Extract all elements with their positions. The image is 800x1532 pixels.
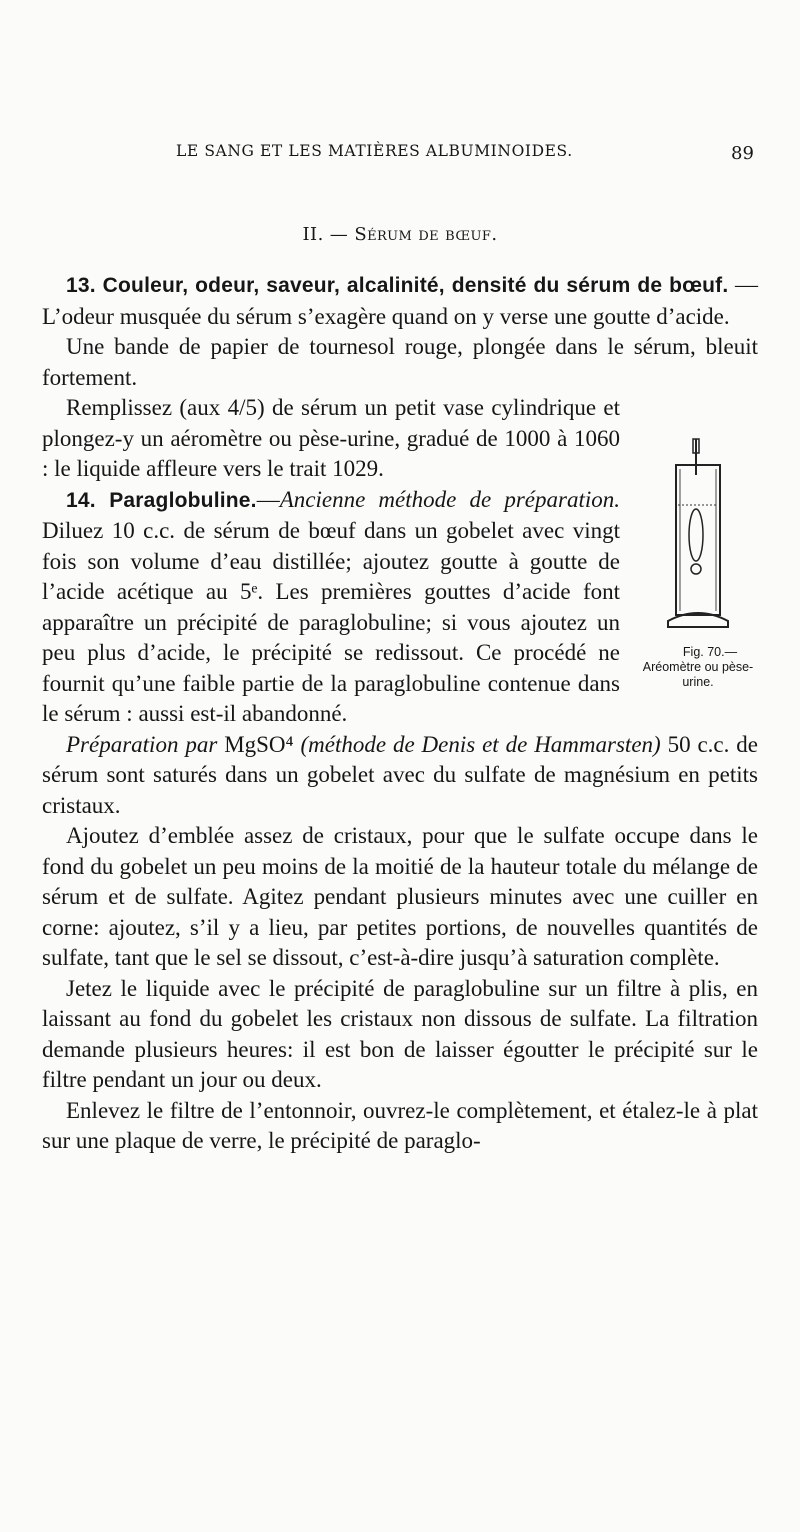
paragraph-14-method: Ancienne méthode de préparation.	[279, 486, 620, 512]
areometer-illustration	[658, 435, 738, 635]
body-text	[42, 270, 758, 1157]
paragraph-14-text: Diluez 10 c.c. de sérum de bœuf dans un gobelet avec vingt fois son volume d’eau distillée; ajoutez goutte à goutte de l’acide acétique au 5ᵉ. Les premières gouttes d’acide font apparaître un précipité de paraglobuline; si vous ajoutez un peu plus d’acide, le précipité se redissout. Ce procédé ne fournit qu’une faible partie de la paraglobuline contenue dans le sérum : aussi est-il abandonné.	[42, 518, 620, 726]
section-title	[0, 224, 800, 245]
paragraph-13	[42, 270, 758, 332]
paragraph-filter: Jetez le liquide avec le précipité de paraglobuline sur un filtre à plis, en laissant au fond du gobelet les cristaux non dissous de sulfate. La filtration demande plusieurs heures: il est bon de laisser égoutter le précipité sur le filtre pendant un jour ou deux.	[42, 975, 758, 1092]
paragraph-14-dash: —	[256, 486, 280, 512]
formula: MgSO⁴	[217, 731, 301, 757]
section-number: II. —	[302, 224, 349, 245]
paragraph-13-heading: 13. Couleur, odeur, saveur, alcalinité, densité du sérum de bœuf.	[66, 274, 729, 297]
paragraph-remove-filter: Enlevez le filtre de l’entonnoir, ouvrez-le complètement, et étalez-le à plat sur une plaque de verre, le précipité de paraglo-	[42, 1097, 758, 1153]
page-number: 89	[731, 143, 754, 164]
section-name: Sérum de bœuf.	[354, 224, 498, 245]
figure-70	[634, 435, 762, 690]
paragraph-areometer-text: Remplissez (aux 4/5) de sérum un petit vase cylindrique et plongez-y un aéromètre ou pèse-urine, gradué de 1000 à 1060 : le liquide affleure vers le trait 1029.	[42, 395, 620, 481]
running-title: LE SANG ET LES MATIÈRES ALBUMINOIDES.	[176, 142, 573, 160]
paragraph-mgso4-method: (méthode de Denis et de Hammarsten)	[300, 731, 661, 757]
paragraph-mgso4	[42, 730, 758, 822]
paragraph-13-text: — L’odeur musquée du sérum s’exagère quand on y verse une goutte d’acide.	[42, 272, 759, 329]
paragraph-tournesol: Une bande de papier de tournesol rouge, plongée dans le sérum, bleuit fortement.	[42, 334, 758, 390]
paragraph-14-heading: 14. Paraglobuline.	[66, 488, 257, 512]
figure-caption: Fig. 70.—Aréomètre ou pèse-urine.	[642, 645, 754, 689]
paragraph-crystals: Ajoutez d’emblée assez de cristaux, pour que le sulfate occupe dans le fond du gobelet un peu moins de la moitié de la hauteur totale du mélange de sérum et de sulfate. Agitez pendant plusieurs minutes avec une cuiller en corne: ajoutez, s’il y a lieu, par petites portions, de nouvelles quantités de sulfate, tant que le sel se dissout, c’est-à-dire jusqu’à saturation complète.	[42, 823, 758, 970]
paragraph-mgso4-intro: Préparation par	[66, 731, 218, 757]
paragraph-mgso4-text: 50 c.c. de sérum sont saturés dans un gobelet avec du sulfate de magnésium en petits cristaux.	[42, 731, 758, 818]
